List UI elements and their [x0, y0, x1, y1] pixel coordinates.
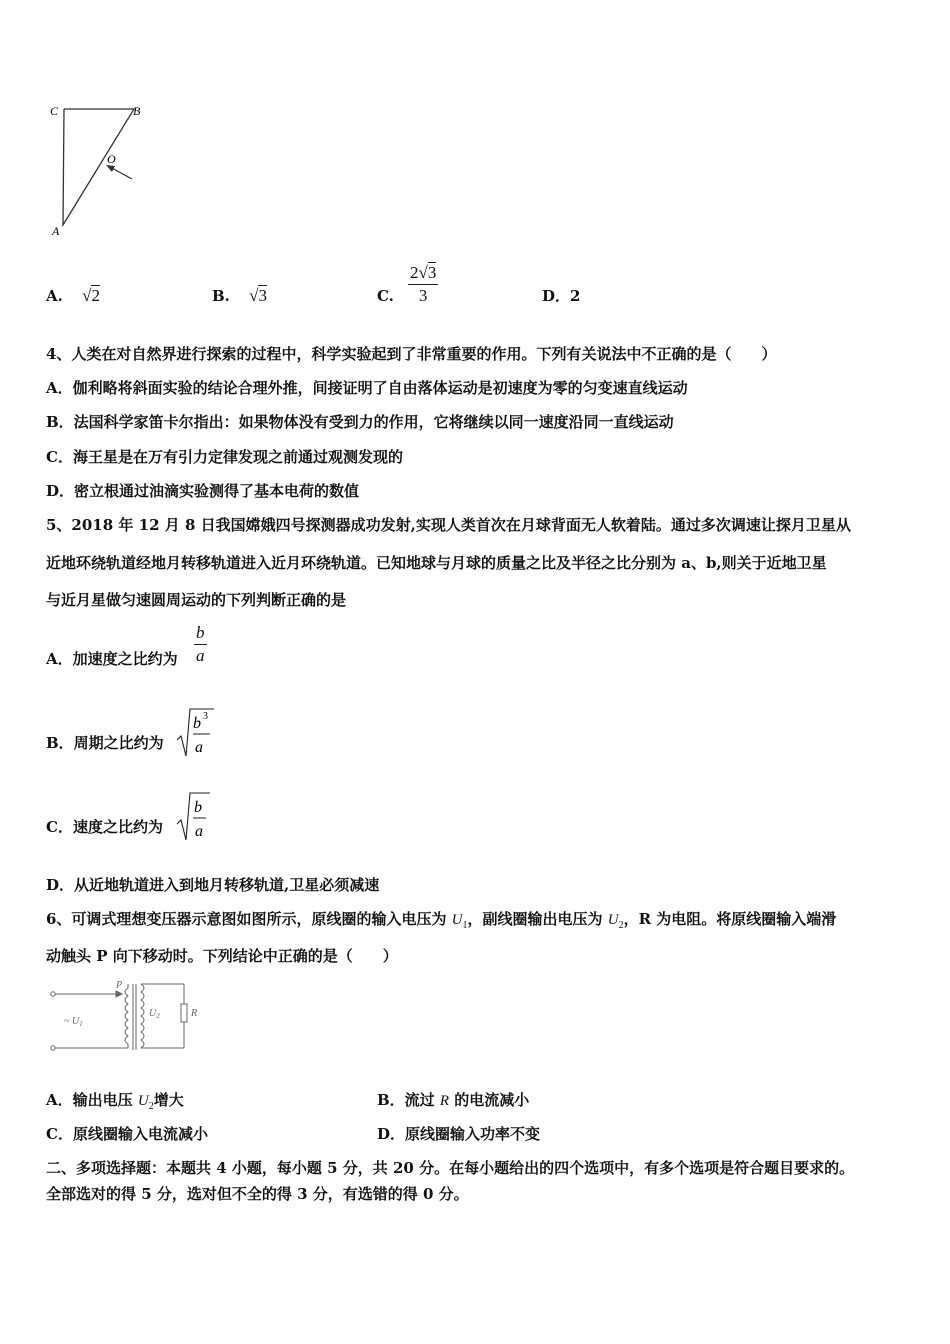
- q4-option-b: B．法国科学家笛卡尔指出：如果物体没有受到力的作用，它将继续以同一速度沿同一直线运动: [46, 413, 674, 431]
- q6-option-b: B．流过 R 的电流减小: [377, 1091, 530, 1109]
- fig-label-u1: ~ $U_1$: [64, 1016, 83, 1028]
- q5-stem-line2: 近地环绕轨道经地月转移轨道进入近月环绕轨道。已知地球与月球的质量之比及半径之比分别为 a、b,则关于近地卫星: [46, 554, 827, 572]
- q4-option-c: C．海王星是在万有引力定律发现之前通过观测发现的: [46, 448, 403, 466]
- q5-option-d: D．从近地轨道进入到地月转移轨道,卫星必须减速: [46, 876, 380, 894]
- q5-option-c-radical: [176, 790, 216, 844]
- fig-label-u2: $U_2$: [149, 1008, 160, 1020]
- svg-text:3: 3: [203, 711, 208, 722]
- q4-option-a: A．伽利略将斜面实验的结论合理外推，间接证明了自由落体运动是初速度为零的匀变速直线运动: [46, 379, 688, 397]
- q6-option-c: C．原线圈输入电流减小: [46, 1125, 208, 1143]
- triangle-figure: [40, 95, 170, 245]
- q6-option-a: A．输出电压 $U_2$增大: [46, 1091, 184, 1112]
- fig-label-r: R: [191, 1008, 198, 1019]
- q3-option-c-fraction: 2√3 3: [410, 263, 437, 305]
- svg-text:a: a: [195, 739, 203, 756]
- section2-heading-line2: 全部选对的得 5 分，选对但不全的得 3 分，有选错的得 0 分。: [46, 1185, 469, 1203]
- q3-option-b: B. √3: [212, 286, 267, 305]
- q3-option-c: C.: [377, 287, 394, 305]
- q5-option-c: C．速度之比约为: [46, 818, 163, 836]
- q5-option-a-fraction: b a: [196, 623, 205, 665]
- q6-option-d: D．原线圈输入功率不变: [377, 1125, 541, 1143]
- q3-option-a: A. √2: [46, 286, 100, 305]
- label-c: C: [50, 104, 59, 118]
- q3-option-d: D．2: [542, 287, 581, 305]
- svg-text:a: a: [195, 823, 203, 840]
- q5-option-b: B．周期之比约为: [46, 734, 164, 752]
- label-a: A: [52, 224, 60, 238]
- svg-text:b: b: [194, 799, 202, 816]
- q6-stem-line2: 动触头 P 向下移动时。下列结论中正确的是（ ）: [46, 947, 398, 965]
- triangle-outline: [63, 109, 134, 225]
- fig-label-p: P: [116, 980, 123, 991]
- q5-stem-line3: 与近月星做匀速圆周运动的下列判断正确的是: [46, 591, 347, 609]
- q4-option-d: D．密立根通过油滴实验测得了基本电荷的数值: [46, 482, 360, 500]
- ray-arrowhead: [106, 165, 115, 172]
- transformer-figure: [44, 976, 204, 1056]
- q6-stem-line1: 6、可调式理想变压器示意图如图所示，原线圈的输入电压为 $U_1$，副线圈输出电压为 $U_2$，R 为电阻。将原线圈输入端滑: [46, 910, 837, 931]
- label-o: O: [107, 152, 116, 166]
- q5-option-b-radical: [176, 706, 216, 760]
- label-b: B: [133, 104, 141, 118]
- q5-stem-line1: 5、2018 年 12 月 8 日我国嫦娥四号探测器成功发射,实现人类首次在月球背面无人软着陆。通过多次调速让探月卫星从: [46, 516, 851, 534]
- section2-heading-line1: 二、多项选择题：本题共 4 小题，每小题 5 分，共 20 分。在每小题给出的四个选项中，有多个选项是符合题目要求的。: [46, 1159, 855, 1177]
- q5-option-a: A．加速度之比约为: [46, 650, 178, 668]
- svg-text:b: b: [193, 715, 201, 732]
- q4-stem: 4、人类在对自然界进行探索的过程中，科学实验起到了非常重要的作用。下列有关说法中不正确的是（ ）: [46, 345, 777, 363]
